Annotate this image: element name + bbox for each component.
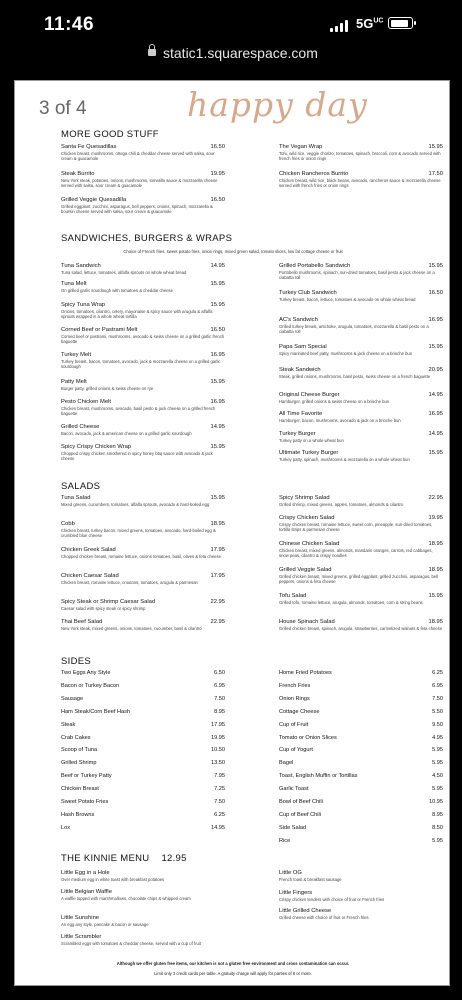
side-item <box>61 670 225 680</box>
section-title: SALADS <box>61 481 101 492</box>
side-item <box>279 747 443 757</box>
item-name: Grilled Portabello Sandwich <box>279 263 351 269</box>
item-description: Scrambled eggs with tomatoes & cheddar cheese, served with a cup of fruit <box>61 941 201 946</box>
menu-item <box>279 367 443 379</box>
item-description: Bacon, avocado, jack & american cheese on a grilled garlic sourdough <box>61 431 192 436</box>
menu-item <box>61 889 225 901</box>
side-price: 10.95 <box>429 799 443 805</box>
menu-item <box>279 171 443 188</box>
item-description: On grilled garlic sourdough with tomatoes & cheddar cheese <box>61 288 173 293</box>
item-name: Tuna Melt <box>61 281 87 287</box>
side-item <box>61 722 225 732</box>
item-name: Corned Beef or Pastrami Melt <box>61 327 138 333</box>
section-title: MORE GOOD STUFF <box>61 129 159 140</box>
item-description: Grilled chicken breast, mixed greens, grilled eggplant, grilled zucchini, asparagus, bell peppers, onions & feta cheese <box>279 574 438 584</box>
menu-item <box>61 171 225 188</box>
menu-item <box>279 908 443 920</box>
side-name: Side Salad <box>279 824 307 831</box>
section-note: Choice of French fries, sweet potato fries, onion rings, mixed green salad, tomato slices, low fat cottage cheese or fruit <box>123 249 343 254</box>
menu-item <box>61 573 225 585</box>
item-price: 18.95 <box>210 521 225 527</box>
side-item <box>61 683 225 693</box>
side-name: Toast, English Muffin or Tortillas <box>279 773 358 780</box>
side-item <box>61 760 225 770</box>
item-price: 19.95 <box>210 171 225 177</box>
menu-item <box>279 515 443 532</box>
side-name: Cup of Fruit <box>279 721 309 728</box>
side-name: Bagel <box>279 760 294 767</box>
item-price: 15.95 <box>428 344 443 350</box>
item-description: Chicken breast, romaine lettuce, croutons, tomatoes, arugula & parmesan <box>61 580 198 585</box>
address-bar[interactable] <box>0 42 462 70</box>
menu-item <box>279 263 443 280</box>
side-name: Home Fried Potatoes <box>279 670 332 676</box>
item-name: All Time Favorite <box>279 411 323 417</box>
side-item <box>61 825 225 835</box>
item-price: 15.95 <box>210 379 225 385</box>
item-description: Grilled eggplant, zucchini, asparagus, bell peppers, onions, spinach, mozzarella & boursin cheese served with salsa, sour cream & guacamole <box>61 204 213 214</box>
item-description: New York steak, mixed greens, onions, tomatoes, cucumber, basil & cilantro <box>61 626 202 631</box>
item-name: Tuna Sandwich <box>61 263 101 269</box>
item-price: 14.95 <box>210 263 225 269</box>
side-price: 6.95 <box>432 682 443 689</box>
side-name: Sweet Potato Fries <box>61 799 109 805</box>
item-name: House Spinach Salad <box>279 619 335 625</box>
menu-item <box>279 392 443 404</box>
item-price: 15.95 <box>428 450 443 456</box>
item-description: Tofu, wild rice, veggie chorizo, tomatoes, spinach, broccoli, corn & avocado served with french fries or onion rings <box>279 151 441 161</box>
menu-item <box>61 327 225 344</box>
page-number: 3 of 4 <box>39 98 87 119</box>
menu-item <box>279 567 443 584</box>
item-name: Papa Sam Special <box>279 344 327 350</box>
item-price: 16.95 <box>428 317 443 323</box>
item-description: Chicken breast, mushrooms, avocado, basil pesto & jack cheese on a grilled french baguette <box>61 406 216 416</box>
menu-item <box>61 399 225 416</box>
side-item <box>279 683 443 693</box>
side-price: 10.50 <box>211 747 225 754</box>
side-item <box>279 722 443 732</box>
side-item <box>61 799 225 809</box>
side-name: Garlic Toast <box>279 786 309 793</box>
item-price: 16.50 <box>428 290 443 296</box>
menu-item <box>61 281 225 293</box>
menu-item <box>279 619 443 631</box>
menu-item <box>61 352 225 369</box>
signal-icon <box>330 20 348 32</box>
item-description: Chicken breast, turkey bacon, mixed greens, tomatoes, avocado, hard-boiled egg & crumbled blue cheese <box>61 528 216 538</box>
item-description: Chicken breast, mixed greens, almonds, mandarin oranges, carrots, red cabbages, snow peas, cilantro & crispy noodles <box>279 548 433 558</box>
item-price: 22.95 <box>428 495 443 501</box>
menu-item <box>61 144 225 161</box>
item-description: Turkey patty on a whole wheat bun <box>279 438 344 443</box>
side-item <box>61 747 225 757</box>
item-description: A waffle topped with marshmallows, chocolate chips & whipped cream <box>61 896 191 901</box>
item-name: Steak Sandwich <box>279 367 321 373</box>
item-name: Crispy Chicken Salad <box>279 515 335 521</box>
side-price: 7.95 <box>214 773 225 780</box>
item-description: Over medium egg in white toast with breakfast potatoes <box>61 877 165 882</box>
side-item <box>279 709 443 719</box>
item-price: 17.95 <box>210 573 225 579</box>
item-price: 14.95 <box>428 431 443 437</box>
side-price: 6.25 <box>214 811 225 818</box>
side-name: Beef or Turkey Patty <box>61 773 112 780</box>
side-price: 8.50 <box>432 824 443 831</box>
item-price: 15.95 <box>210 444 225 450</box>
network-indicator <box>356 16 383 31</box>
side-price: 5.95 <box>432 837 443 844</box>
menu-item <box>61 444 225 461</box>
footer-disclaimer: Although we offer gluten free items, our kitchen is not a gluten free environment and cross contamination can occur. <box>116 961 350 966</box>
side-name: Ham Steak/Corn Beef Hash <box>61 708 131 715</box>
menu-item <box>61 619 225 631</box>
item-price: 14.95 <box>428 392 443 398</box>
side-name: Hash Browns <box>61 811 95 818</box>
side-item <box>279 735 443 745</box>
side-item <box>61 709 225 719</box>
side-name: Cottage Cheese <box>279 708 320 715</box>
side-name: Grilled Shrimp <box>61 760 97 767</box>
side-name: French Fries <box>279 682 311 689</box>
side-item <box>279 670 443 680</box>
menu-item <box>61 870 225 882</box>
kinnie-menu-price: 12.95 <box>161 853 187 864</box>
menu-item <box>61 424 225 436</box>
side-price: 19.95 <box>211 734 225 741</box>
side-price: 7.50 <box>214 799 225 805</box>
item-name: Cobb <box>61 521 75 527</box>
side-price: 5.95 <box>432 747 443 754</box>
side-price: 17.95 <box>211 721 225 728</box>
item-description: Grilled shrimp, mixed greens, apples, tomatoes, almonds & cilantro <box>279 502 404 507</box>
side-item <box>61 773 225 783</box>
item-price: 16.95 <box>210 352 225 358</box>
item-description: Chopped crispy chicken smothered in spicy honey bbq sauce with avocado & jack cheese <box>61 451 213 461</box>
item-description: Chicken breast, wild rice, black beans, avocado, rancheros sauce & mozzarella cheese served with french fries or onion rings <box>279 178 441 188</box>
item-price: 14.95 <box>210 424 225 430</box>
item-price: 19.95 <box>428 515 443 521</box>
item-name: Little Sunshine <box>61 915 100 921</box>
item-name: Patty Melt <box>61 379 87 385</box>
menu-item <box>61 379 225 391</box>
side-name: Lox <box>61 824 71 831</box>
menu-item <box>279 431 443 443</box>
side-price: 7.50 <box>214 695 225 702</box>
item-description: Crispy chicken breast, romaine lettuce, sweet corn, pineapple, sun-dried tomatoes, tortilla strips & parmesan cheese <box>279 522 433 532</box>
side-name: Cup of Beef Chili <box>279 811 321 818</box>
side-item <box>279 696 443 706</box>
item-description: Turkey breast, bacon, tomatoes, avocado, jack & mozzarella cheese on a grilled garlic sourdough <box>61 359 221 369</box>
side-price: 6.50 <box>214 670 225 676</box>
item-name: Tofu Salad <box>279 593 307 599</box>
menu-item <box>61 495 225 507</box>
item-description: New York steak, potatoes, onions, mushrooms, tomatillo sauce & mozzarella cheese served with salsa, sour cream & guacamole <box>61 178 218 188</box>
item-description: Turkey patty, spinach, mushrooms & mozzarella on a whole wheat bun <box>279 457 410 462</box>
item-description: Burger patty, grilled onions & swiss cheese on rye <box>61 386 154 391</box>
url-text[interactable]: static1.squarespace.com <box>163 45 318 61</box>
item-description: Hamburger, bacon, mushrooms, avocado & jack on a brioche bun <box>279 418 401 423</box>
item-description: Hamburger, grilled onions & swiss cheese on a brioche bun <box>279 399 390 404</box>
side-price: 5.95 <box>432 760 443 767</box>
side-item <box>279 838 443 848</box>
item-name: Tuna Salad <box>61 495 91 501</box>
item-name: Little Grilled Cheese <box>279 908 332 914</box>
item-name: Chinese Chicken Salad <box>279 541 340 547</box>
side-name: Onion Rings <box>279 695 310 702</box>
item-price: 15.95 <box>428 593 443 599</box>
side-item <box>279 799 443 809</box>
menu-item <box>61 263 225 275</box>
item-name: Chicken Caesar Salad <box>61 573 119 579</box>
side-item <box>61 786 225 796</box>
menu-item <box>61 197 225 214</box>
item-description: Onions, tomatoes, cilantro, celery, mayonaise & spicy sauce with arugula & alfalfa sprouts wrapped in a whole wheat tortilla <box>61 309 213 319</box>
item-price: 17.95 <box>210 547 225 553</box>
menu-item <box>61 547 225 559</box>
side-name: Chicken Breast <box>61 786 99 793</box>
menu-item <box>279 541 443 558</box>
menu-item <box>279 870 443 882</box>
item-description: Crispy chicken tenders with choice of fruit or French fries <box>279 897 385 902</box>
menu-item <box>279 411 443 423</box>
item-description: An egg any style, pancake & bacon or sausage <box>61 922 149 927</box>
side-item <box>61 696 225 706</box>
item-price: 22.95 <box>210 619 225 625</box>
item-price: 15.95 <box>428 263 443 269</box>
item-description: Steak, grilled onions, mushrooms, basil pesto, swiss cheese on a french baguette <box>279 374 431 379</box>
menu-page <box>14 80 450 986</box>
item-price: 16.50 <box>210 327 225 333</box>
item-name: Turkey Burger <box>279 431 316 437</box>
item-price: 22.95 <box>210 599 225 605</box>
network-suffix: UC <box>373 17 384 25</box>
menu-item <box>61 934 225 946</box>
item-name: Ultimate Turkey Burger <box>279 450 339 456</box>
item-name: Original Cheese Burger <box>279 392 340 398</box>
item-name: Grilled Veggie Quesadilla <box>61 197 127 203</box>
item-description: French toast & breakfast sausage <box>279 877 342 882</box>
side-item <box>61 735 225 745</box>
menu-item <box>279 144 443 161</box>
item-name: Grilled Cheese <box>61 424 100 430</box>
item-name: Spicy Tuna Wrap <box>61 302 106 308</box>
item-description: Grilled turkey breast, artichoke, arugula, tomatoes, mozzarella & basil pesto on a ciabatta roll <box>279 324 429 334</box>
menu-item <box>279 317 443 334</box>
item-description: Mixed greens, cucumbers, tomatoes, alfalfa sprouts, avocado & hard-boiled egg <box>61 502 210 507</box>
item-price: 18.95 <box>428 541 443 547</box>
side-item <box>279 760 443 770</box>
side-price: 8.95 <box>432 811 443 818</box>
item-price: 16.50 <box>210 144 225 150</box>
side-item <box>61 812 225 822</box>
item-name: Turkey Club Sandwich <box>279 290 337 296</box>
side-price: 5.95 <box>432 786 443 793</box>
menu-item <box>61 915 225 927</box>
menu-item <box>279 344 443 356</box>
side-name: Two Eggs Any Style <box>61 670 111 676</box>
item-name: Little Fingers <box>279 890 313 896</box>
side-name: Bowl of Beef Chili <box>279 799 323 805</box>
menu-item <box>61 599 225 611</box>
side-item <box>279 812 443 822</box>
item-name: Thai Beef Salad <box>61 619 103 625</box>
item-price: 16.95 <box>210 399 225 405</box>
item-price: 16.50 <box>210 197 225 203</box>
item-description: Chopped chicken breast, romaine lettuce, onions tomatoes, basil, olives & feta cheese <box>61 554 221 559</box>
item-description: Turkey breast, bacon, lettuce, tomatoes & avocado on whole wheat bread <box>279 297 416 302</box>
item-description: Chicken breast, mushrooms, ortega chili & cheddar cheese served with salsa, sour cream & guacamole <box>61 151 215 161</box>
item-description: Portobello mushrooms, spinach, sun-dried tomatoes, basil pesto & jack cheese on a ciabatta roll <box>279 270 435 280</box>
item-description: Grilled cheese with choice of fruit or French fries <box>279 915 369 920</box>
item-description: Tuna salad, lettuce, tomatoes, alfalfa sprouts on whole wheat bread <box>61 270 187 275</box>
side-name: Rice <box>279 837 291 844</box>
item-name: Little OG <box>279 870 302 876</box>
side-price: 4.95 <box>432 734 443 741</box>
side-item <box>279 773 443 783</box>
menu-item <box>279 450 443 462</box>
item-name: Turkey Melt <box>61 352 92 358</box>
item-name: AC's Sandwich <box>279 317 318 323</box>
item-price: 17.50 <box>428 171 443 177</box>
restaurant-logo: happy day <box>187 85 368 124</box>
item-name: Pesto Chicken Melt <box>61 399 111 405</box>
side-price: 5.50 <box>432 708 443 715</box>
item-price: 15.95 <box>210 495 225 501</box>
item-description: Grilled tofu, romaine lettuce, arugula, almonds, tomatoes, corn & string beans <box>279 600 423 605</box>
item-price: 15.95 <box>428 144 443 150</box>
battery-icon <box>388 17 413 29</box>
side-price: 8.95 <box>214 708 225 715</box>
side-name: Sausage <box>61 695 84 702</box>
footer-policy: Limit only 3 credit cards per table. A gratuity charge will apply for parties of 6 or more. <box>154 971 312 976</box>
item-name: Santa Fe Quesadillas <box>61 144 117 150</box>
side-name: Scoop of Tuna <box>61 747 98 754</box>
section-title: SANDWICHES, BURGERS & WRAPS <box>61 233 233 244</box>
menu-item <box>279 890 443 902</box>
menu-item <box>61 521 225 538</box>
side-price: 9.50 <box>432 721 443 728</box>
item-name: Little Egg in a Hole <box>61 870 110 876</box>
item-description: Grilled chicken breast, spinach, arugula, strawberries, carmelized walnuts & feta cheese <box>279 626 443 631</box>
item-name: Chicken Greek Salad <box>61 547 116 553</box>
item-description: Caesar salad with spicy steak or spicy shrimp <box>61 606 146 611</box>
item-price: 15.95 <box>210 281 225 287</box>
menu-item <box>61 302 225 319</box>
menu-item <box>279 593 443 605</box>
menu-item <box>279 290 443 302</box>
item-price: 20.95 <box>428 367 443 373</box>
item-price: 18.95 <box>428 619 443 625</box>
item-price: 15.95 <box>210 302 225 308</box>
item-name: The Vegan Wrap <box>279 144 323 150</box>
item-description: Corned beef or pastrami, mushrooms, avocado & swiss cheese on a grilled garlic french baguette <box>61 334 225 344</box>
side-item <box>279 786 443 796</box>
section-title: SIDES <box>61 656 92 667</box>
side-price: 14.95 <box>211 824 225 831</box>
side-price: 7.25 <box>214 786 225 793</box>
item-description: Spicy marinated beef patty, mushrooms & jack cheese on a brioche bun <box>279 351 413 356</box>
item-name: Little Belgian Waffle <box>61 889 112 895</box>
side-item <box>279 825 443 835</box>
network-type: 5G <box>356 16 374 31</box>
side-price: 13.50 <box>211 760 225 767</box>
side-name: Bacon or Turkey Bacon <box>61 682 120 689</box>
lock-icon <box>148 49 156 56</box>
item-name: Chicken Rancheros Burrito <box>279 171 349 177</box>
item-name: Spicy Crispy Chicken Wrap <box>61 444 132 450</box>
clock: 11:46 <box>44 14 95 35</box>
side-price: 6.25 <box>432 670 443 676</box>
item-name: Spicy Steak or Shrimp Caesar Salad <box>61 599 156 605</box>
item-name: Spicy Shrimp Salad <box>279 495 330 501</box>
item-price: 18.95 <box>428 567 443 573</box>
item-name: Grilled Veggie Salad <box>279 567 332 573</box>
status-bar <box>0 0 462 42</box>
side-name: Tomato or Onion Slices <box>279 734 337 741</box>
item-price: 16.95 <box>428 411 443 417</box>
item-name: Steak Burrito <box>61 171 95 177</box>
side-name: Cup of Yogurt <box>279 747 313 754</box>
menu-item <box>279 495 443 507</box>
side-price: 7.50 <box>432 695 443 702</box>
section-title: THE KINNIE MENU 12.95 <box>61 853 187 864</box>
side-name: Steak <box>61 721 76 728</box>
side-price: 4.50 <box>432 773 443 780</box>
item-name: Little Scrambler <box>61 934 102 940</box>
side-price: 6.95 <box>214 682 225 689</box>
side-name: Crab Cakes <box>61 734 91 741</box>
